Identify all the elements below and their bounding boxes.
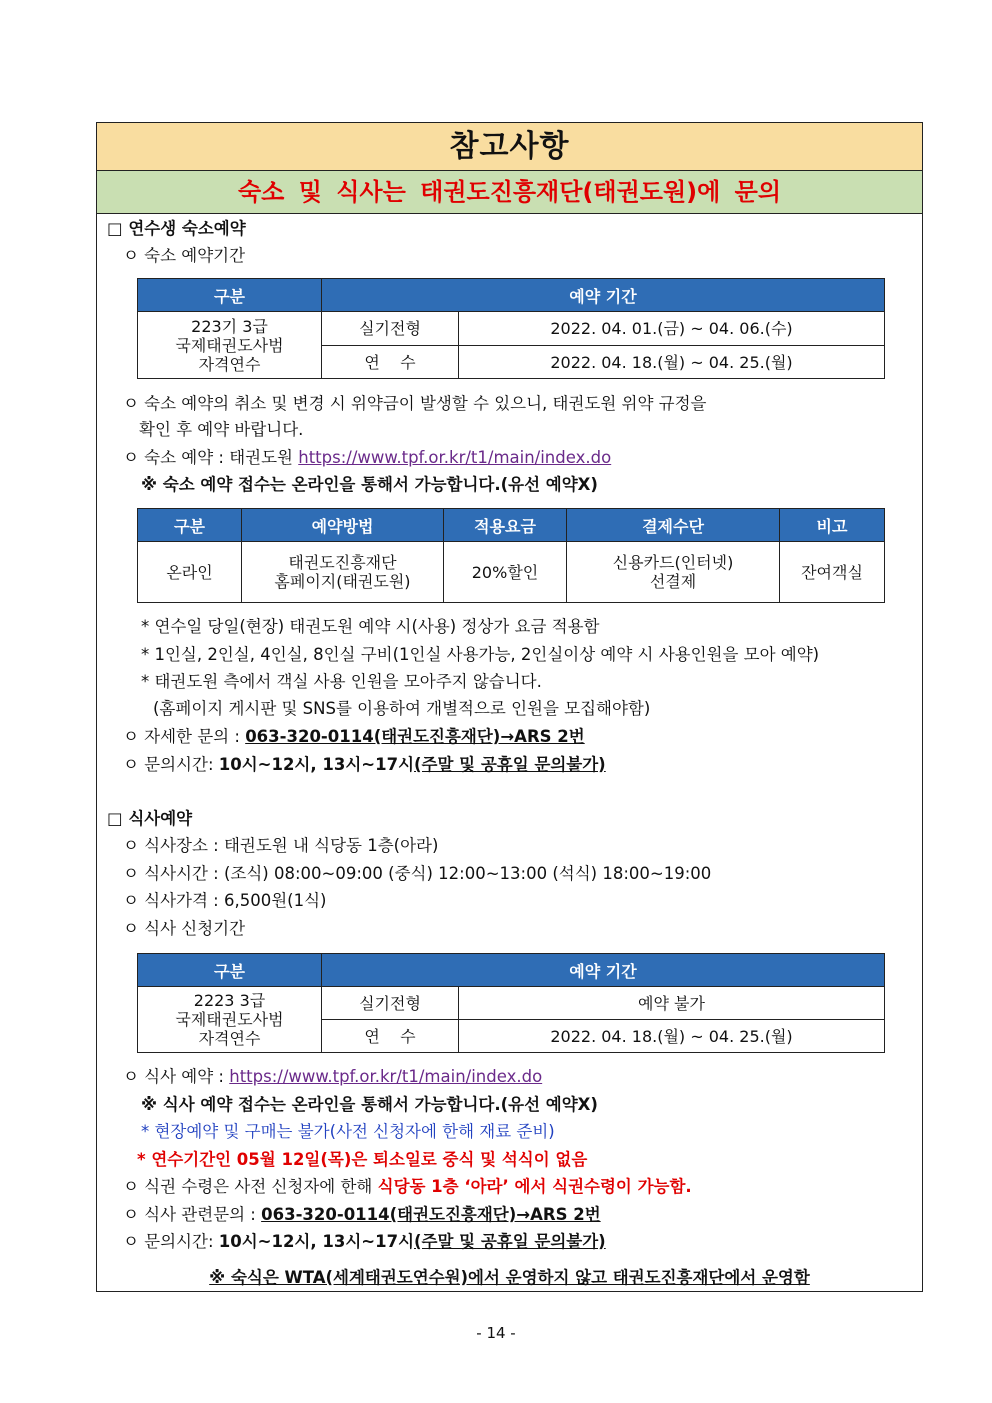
course-group-cell	[138, 312, 322, 379]
lodging-online-only-notice: ※ 숙소 예약 접수는 온라인을 통해서 가능합니다.(유선 예약X)	[141, 475, 598, 494]
lodging-note: * 태권도원 측에서 객실 사용 인원을 모아주지 않습니다.	[141, 672, 542, 691]
table-header: 구분	[138, 954, 322, 987]
lodging-hours-label: ㅇ 문의시간:	[123, 755, 219, 774]
table-header: 적용요금	[444, 509, 567, 542]
lodging-booking-link[interactable]: https://www.tpf.or.kr/t1/main/index.do	[298, 448, 612, 467]
payment-line: 신용카드(인터넷)	[612, 553, 734, 572]
meal-booking-label: ㅇ 식사 예약 :	[123, 1067, 230, 1086]
meal-contact-phone: 063-320-0114(태권도진흥재단)→ARS 2번	[261, 1205, 601, 1224]
page-subtitle: 숙소 및 식사는 태권도진흥재단(태권도원)에 문의	[97, 171, 922, 214]
table-cell-note: 잔여객실	[780, 542, 885, 603]
meal-hours-label: ㅇ 문의시간:	[123, 1232, 219, 1251]
footer-notice: ※ 숙식은 WTA(세계태권도연수원)에서 운영하지 않고 태권도진흥재단에서 운영함	[209, 1268, 810, 1287]
method-line: 태권도진흥재단	[288, 553, 397, 572]
lodging-hours-exception: (주말 및 공휴일 문의불가)	[414, 755, 606, 774]
table-cell-period: 2022. 04. 18.(월) ~ 04. 25.(월)	[459, 346, 885, 379]
course-group-line: 2223 3급	[193, 991, 266, 1010]
table-cell-type: 연 수	[322, 346, 459, 379]
table-cell-type: 실기전형	[322, 312, 459, 346]
lodging-heading: □ 연수생 숙소예약	[107, 219, 246, 238]
lodging-note: * 연수일 당일(현장) 태권도원 예약 시(사용) 정상가 요금 적용함	[141, 617, 600, 636]
meal-price: ㅇ 식사가격 : 6,500원(1식)	[123, 891, 327, 910]
lodging-note: * 1인실, 2인실, 4인실, 8인실 구비(1인실 사용가능, 2인실이상 예약 시 사용인원을 모아 예약)	[141, 645, 820, 664]
table-header: 구분	[138, 279, 322, 312]
table-cell-type: 실기전형	[322, 987, 459, 1020]
lodging-booking-label: ㅇ 숙소 예약 : 태권도원	[123, 448, 299, 467]
notice-box	[96, 122, 923, 1292]
course-group-line: 자격연수	[198, 354, 261, 374]
course-group-line: 223기 3급	[191, 316, 268, 336]
meal-period-table	[137, 953, 885, 1053]
table-header: 비고	[780, 509, 885, 542]
course-group-line: 자격연수	[198, 1029, 261, 1048]
meal-contact-line	[123, 1204, 601, 1226]
table-header: 예약 기간	[322, 954, 885, 987]
meal-heading: □ 식사예약	[107, 809, 193, 828]
page-number: - 14 -	[476, 1324, 516, 1342]
lodging-note: (홈페이지 게시판 및 SNS를 이용하여 개별적으로 인원을 모집해야함)	[153, 699, 651, 718]
meal-ticket-line	[123, 1176, 692, 1198]
table-header: 결제수단	[567, 509, 780, 542]
table-cell-period: 2022. 04. 01.(금) ~ 04. 06.(수)	[459, 312, 885, 346]
lodging-booking-line	[123, 447, 611, 469]
course-group-line: 국제태권도사범	[175, 335, 284, 355]
lodging-hours-line	[123, 754, 606, 776]
table-cell-method	[242, 542, 444, 603]
page-title: 참고사항	[97, 123, 922, 171]
meal-ticket-location: 식당동 1층 ‘아라’ 에서 식권수령이 가능함.	[377, 1177, 692, 1196]
lodging-contact-phone: 063-320-0114(태권도진흥재단)→ARS 2번	[245, 727, 585, 746]
table-cell-category: 온라인	[138, 542, 242, 603]
method-line: 홈페이지(태권도원)	[274, 572, 411, 591]
meal-hours-value: 10시~12시, 13시~17시	[218, 1232, 415, 1251]
meal-hours-exception: (주말 및 공휴일 문의불가)	[414, 1232, 606, 1251]
meal-place: ㅇ 식사장소 : 태권도원 내 식당동 1층(아라)	[123, 836, 439, 855]
lodging-method-table	[137, 508, 885, 603]
payment-line: 선결제	[649, 572, 697, 591]
meal-hours-line	[123, 1231, 606, 1253]
meal-online-only-notice: ※ 식사 예약 접수는 온라인을 통해서 가능합니다.(유선 예약X)	[141, 1095, 598, 1114]
table-cell-payment	[567, 542, 780, 603]
course-group-line: 국제태권도사범	[175, 1010, 284, 1029]
lodging-hours-value: 10시~12시, 13시~17시	[218, 755, 415, 774]
meal-contact-label: ㅇ 식사 관련문의 :	[123, 1205, 262, 1224]
cancel-notice-line1: ㅇ 숙소 예약의 취소 및 변경 시 위약금이 발생할 수 있으니, 태권도원 위약 규정을	[123, 394, 707, 413]
table-header: 예약방법	[242, 509, 444, 542]
table-header: 예약 기간	[322, 279, 885, 312]
course-group-cell	[138, 987, 322, 1053]
lodging-period-table	[137, 278, 885, 379]
table-cell-period: 예약 불가	[459, 987, 885, 1020]
meal-time: ㅇ 식사시간 : (조식) 08:00~09:00 (중식) 12:00~13:00 (석식) 18:00~19:00	[123, 864, 712, 883]
table-cell-rate: 20%할인	[444, 542, 567, 603]
lodging-period-label: ㅇ 숙소 예약기간	[123, 246, 246, 265]
meal-onsite-note: * 현장예약 및 구매는 불가(사전 신청자에 한해 재료 준비)	[141, 1122, 555, 1141]
meal-period-label: ㅇ 식사 신청기간	[123, 919, 246, 938]
meal-ticket-label: ㅇ 식권 수령은 사전 신청자에 한해	[123, 1177, 378, 1196]
meal-booking-line	[123, 1066, 542, 1088]
cancel-notice-line2: 확인 후 예약 바랍니다.	[139, 420, 304, 439]
table-cell-period: 2022. 04. 18.(월) ~ 04. 25.(월)	[459, 1020, 885, 1053]
lodging-contact-line	[123, 726, 585, 748]
table-cell-type: 연 수	[322, 1020, 459, 1053]
table-header: 구분	[138, 509, 242, 542]
lodging-contact-label: ㅇ 자세한 문의 :	[123, 727, 246, 746]
meal-booking-link[interactable]: https://www.tpf.or.kr/t1/main/index.do	[229, 1067, 543, 1086]
meal-holiday-note: * 연수기간인 05월 12일(목)은 퇴소일로 중식 및 석식이 없음	[137, 1150, 588, 1169]
